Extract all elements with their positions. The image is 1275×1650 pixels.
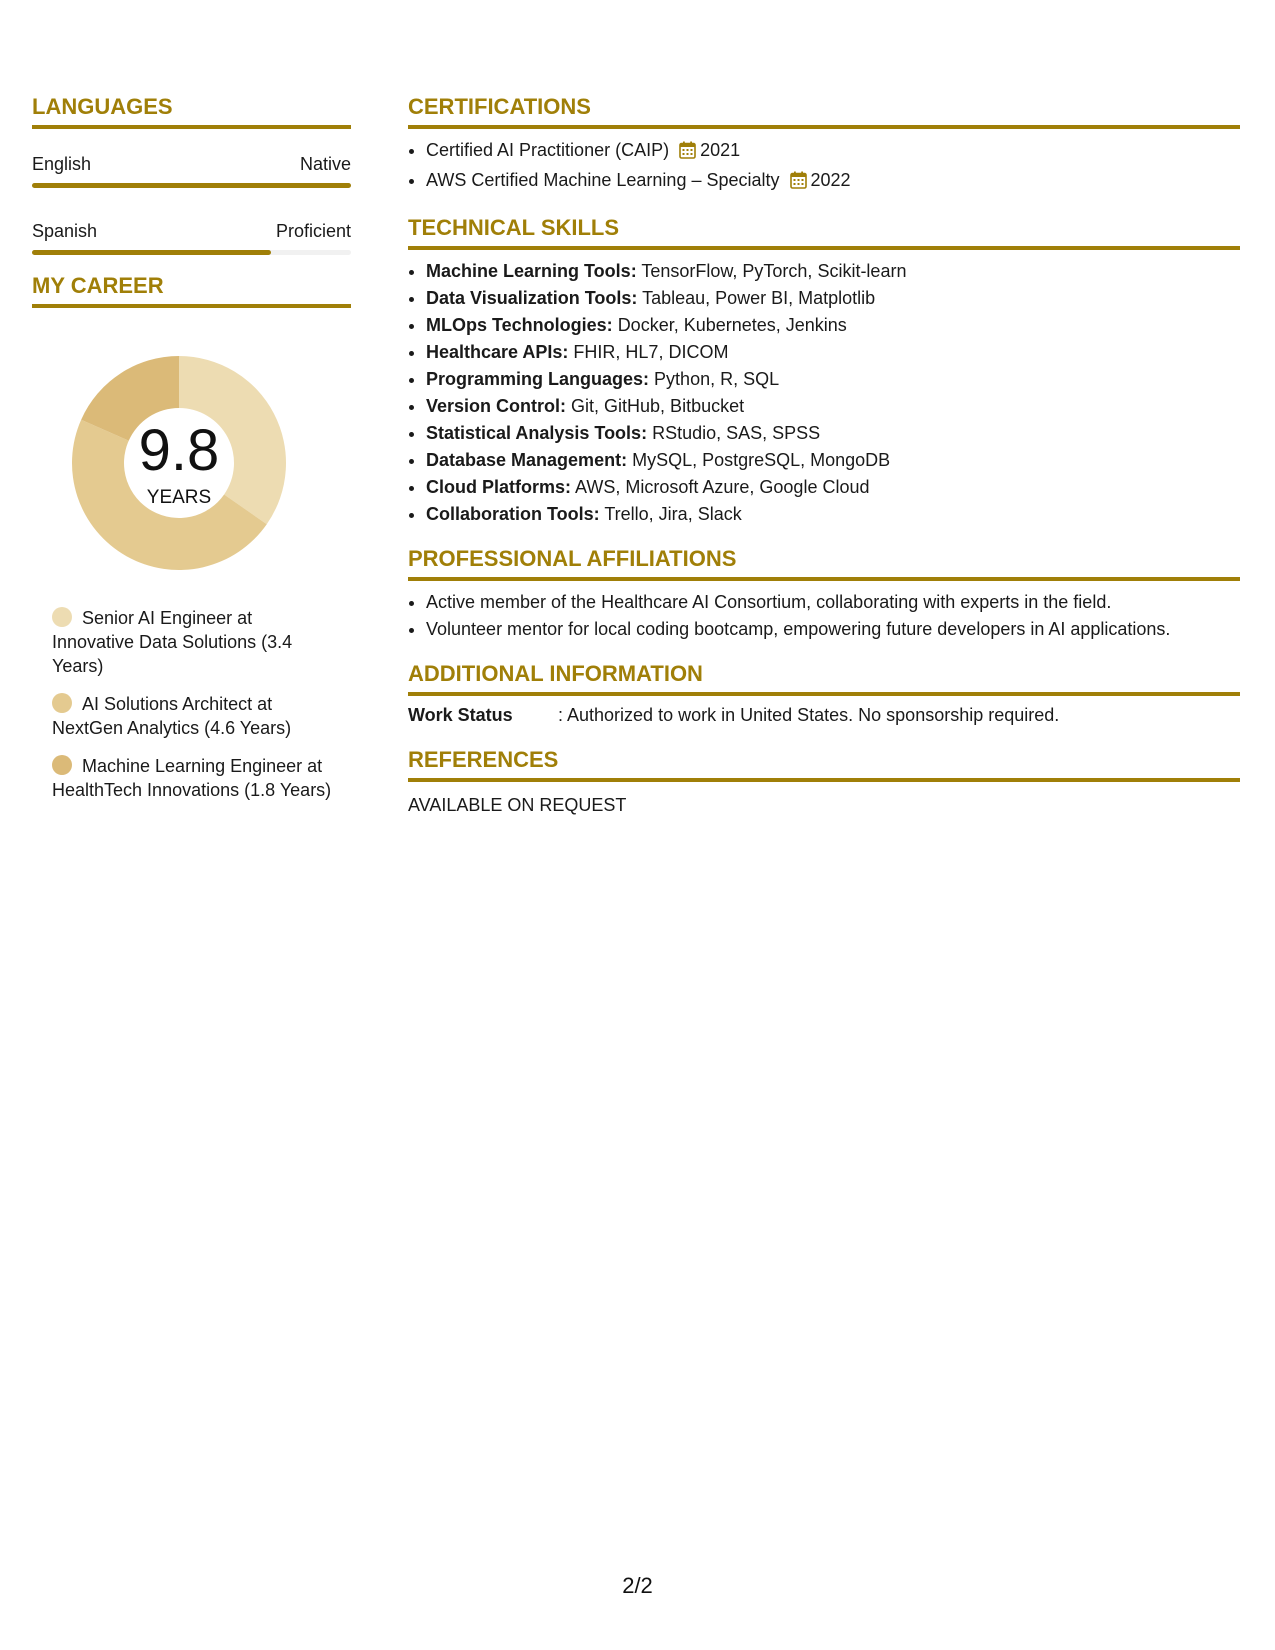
work-status-row	[408, 702, 1240, 729]
additional-section	[408, 661, 1240, 729]
career-legend-item	[52, 692, 332, 740]
skill-values: Trello, Jira, Slack	[604, 504, 742, 524]
skill-category: Programming Languages:	[426, 369, 650, 389]
certification-item	[426, 137, 1240, 167]
language-level-fill	[32, 250, 271, 255]
references-text: AVAILABLE ON REQUEST	[408, 795, 627, 815]
skill-category: Machine Learning Tools:	[426, 261, 637, 281]
skill-item	[426, 312, 1240, 339]
page-number: 2/2	[622, 1573, 653, 1598]
career-total-years: 9.8	[138, 418, 220, 483]
legend-color-dot	[52, 693, 72, 713]
skill-category: Statistical Analysis Tools:	[426, 423, 648, 443]
language-level: Native	[299, 154, 351, 174]
skill-category: Cloud Platforms:	[426, 477, 572, 497]
career-legend-item	[52, 606, 332, 678]
language-row	[32, 220, 351, 255]
legend-label: AI Solutions Architect at NextGen Analytics (4.6 Years)	[52, 694, 292, 738]
additional-title: ADDITIONAL INFORMATION	[408, 661, 1240, 696]
language-level: Proficient	[275, 221, 351, 241]
skill-category: Version Control:	[426, 396, 567, 416]
affiliations-section	[408, 546, 1240, 643]
certifications-title: CERTIFICATIONS	[408, 94, 1240, 129]
skill-item	[426, 501, 1240, 528]
language-level-fill	[32, 183, 351, 188]
skill-item	[426, 447, 1240, 474]
certifications-section	[408, 94, 1240, 197]
skill-category: Collaboration Tools:	[426, 504, 600, 524]
languages-section	[32, 94, 351, 255]
calendar-icon	[790, 170, 807, 197]
certification-year: 2021	[700, 140, 741, 160]
certification-name: Certified AI Practitioner (CAIP)	[426, 140, 670, 160]
career-legend	[52, 606, 332, 802]
certification-year: 2022	[810, 170, 851, 190]
certification-item	[426, 167, 1240, 197]
skills-section	[408, 215, 1240, 528]
skill-item	[426, 258, 1240, 285]
skill-category: MLOps Technologies:	[426, 315, 613, 335]
language-header	[32, 220, 351, 242]
legend-color-dot	[52, 607, 72, 627]
skill-values: AWS, Microsoft Azure, Google Cloud	[575, 477, 870, 497]
skill-values: MySQL, PostgreSQL, MongoDB	[632, 450, 891, 470]
references-title: REFERENCES	[408, 747, 1240, 782]
skills-title: TECHNICAL SKILLS	[408, 215, 1240, 250]
work-status-value: : Authorized to work in United States. No sponsorship required.	[558, 705, 1060, 725]
legend-label: Machine Learning Engineer at HealthTech Innovations (1.8 Years)	[52, 756, 332, 800]
certification-name: AWS Certified Machine Learning – Specialty	[426, 170, 780, 190]
legend-label: Senior AI Engineer at Innovative Data Solutions (3.4 Years)	[52, 608, 293, 676]
career-total-unit: YEARS	[146, 487, 212, 508]
affiliation-item: • Volunteer mentor for local coding bootcamp, empowering future developers in AI applications.	[426, 616, 1240, 643]
skill-values: FHIR, HL7, DICOM	[573, 342, 729, 362]
skill-values: Python, R, SQL	[654, 369, 780, 389]
donut-center	[66, 350, 292, 576]
certifications-list	[408, 137, 1240, 197]
work-status-label: Work Status	[408, 705, 513, 725]
skill-item	[426, 474, 1240, 501]
skill-values: TensorFlow, PyTorch, Scikit-learn	[641, 261, 907, 281]
right-column	[408, 94, 1240, 819]
skill-item	[426, 366, 1240, 393]
skill-item	[426, 393, 1240, 420]
career-title: MY CAREER	[32, 273, 351, 308]
skill-values: RStudio, SAS, SPSS	[652, 423, 821, 443]
affiliation-item: • Active member of the Healthcare AI Consortium, collaborating with experts in the field.	[426, 589, 1240, 616]
languages-title: LANGUAGES	[32, 94, 351, 129]
language-name: English	[32, 154, 92, 174]
skill-category: Healthcare APIs:	[426, 342, 569, 362]
skill-item	[426, 339, 1240, 366]
career-section	[32, 273, 351, 802]
affiliations-title: PROFESSIONAL AFFILIATIONS	[408, 546, 1240, 581]
skill-values: Git, GitHub, Bitbucket	[571, 396, 745, 416]
skill-values: Docker, Kubernetes, Jenkins	[617, 315, 847, 335]
skill-category: Data Visualization Tools:	[426, 288, 638, 308]
references-section	[408, 747, 1240, 819]
calendar-icon	[679, 140, 696, 167]
affiliations-list	[408, 589, 1240, 643]
skill-item	[426, 285, 1240, 312]
skills-list	[408, 258, 1240, 528]
language-level-bar	[32, 183, 351, 188]
career-donut-chart	[66, 350, 292, 576]
skill-category: Database Management:	[426, 450, 628, 470]
skill-item	[426, 420, 1240, 447]
language-level-bar	[32, 250, 351, 255]
language-row	[32, 153, 351, 188]
language-header	[32, 153, 351, 175]
career-legend-item	[52, 754, 332, 802]
skill-values: Tableau, Power BI, Matplotlib	[642, 288, 876, 308]
legend-color-dot	[52, 755, 72, 775]
language-name: Spanish	[32, 221, 98, 241]
left-column	[32, 94, 351, 816]
languages-list	[32, 153, 351, 255]
